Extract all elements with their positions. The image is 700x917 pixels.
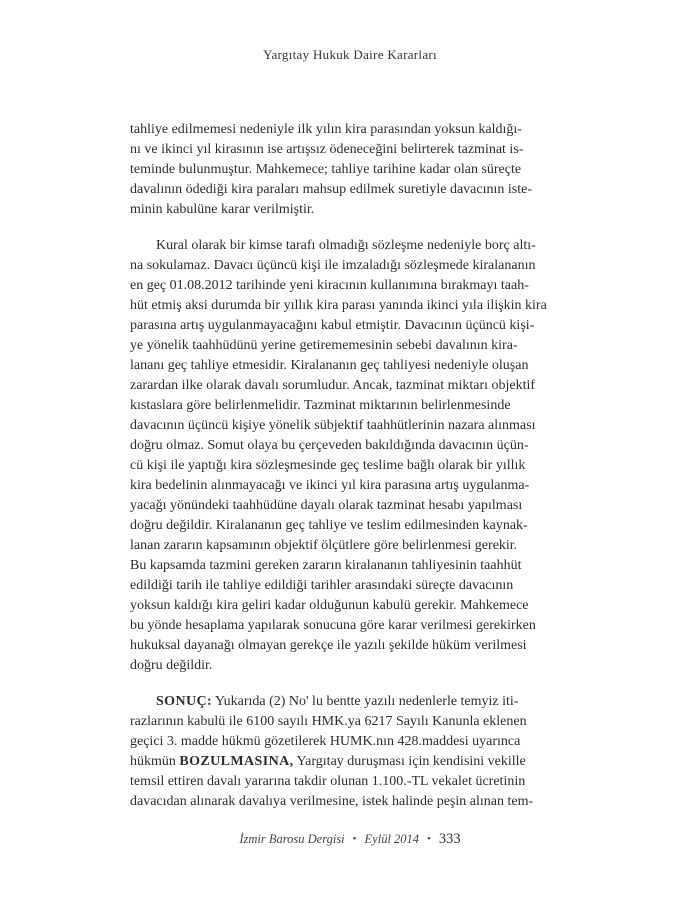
text-line <box>130 656 570 676</box>
text-line <box>130 200 570 220</box>
bold-text-segment: BOZULMASINA, <box>179 754 294 769</box>
footer-journal-title: İzmir Barosu Dergisi <box>239 832 345 846</box>
page-footer <box>0 830 700 848</box>
text-segment: yacağı yönündeki taahhüdüne dayalı olarak tazminat hesabı yapılması <box>130 498 523 513</box>
text-segment: zarardan ilke olarak davalı sorumludur. Ancak, tazminat miktarı objektif <box>130 378 536 393</box>
text-line <box>130 476 570 496</box>
text-line <box>130 356 570 376</box>
footer-page-number: 333 <box>438 831 461 847</box>
footer-separator-dot: • <box>427 833 431 845</box>
text-segment: edildiği tarih ile tahliye edildiği tarihler arasındaki süreçte davacının <box>130 578 514 593</box>
text-segment: temsil ettiren davalı yararına takdir olunan 1.100.-TL vekalet ücretinin <box>130 774 526 789</box>
text-line <box>130 712 570 732</box>
text-line <box>130 120 570 140</box>
text-line <box>130 160 570 180</box>
text-segment: razlarının kabulü ile 6100 sayılı HMK.ya 6217 Sayılı Kanunla eklenen <box>130 714 527 729</box>
text-segment: ye yönelik taahhüdünü yerine getirememesinin sebebi davalının kira- <box>130 338 518 353</box>
text-segment: hükmün <box>130 754 180 769</box>
text-segment: na sokulamaz. Davacı üçüncü kişi ile imzaladığı sözleşmede kiralananın <box>130 258 536 273</box>
text-line <box>130 296 570 316</box>
text-segment: doğru olmaz. Somut olaya bu çerçeveden bakıldığında davacının üçün- <box>130 438 529 453</box>
text-line <box>130 752 570 772</box>
footer-separator-dot: • <box>352 833 357 845</box>
text-segment: cü kişi ile yaptığı kira sözleşmesinde geç teslime bağlı olarak bir yıllık <box>130 458 526 473</box>
text-segment: kıstaslara göre belirlenmelidir. Tazminat miktarının belirlenmesinde <box>130 398 511 413</box>
text-line <box>130 416 570 436</box>
text-line <box>130 456 570 476</box>
text-line <box>130 376 570 396</box>
text-line <box>130 180 570 200</box>
text-segment: bu yönde hesaplama yapılarak sonucuna göre karar verilmesi gerekirken <box>130 618 536 633</box>
text-segment: lananı geç tahliye etmesidir. Kiralananın geç tahliyesi nedeniyle oluşan <box>130 358 529 373</box>
text-line <box>130 556 570 576</box>
text-segment: Kural olarak bir kimse tarafı olmadığı sözleşme nedeniyle borç altı- <box>156 238 536 253</box>
text-segment: hukuksal dayanağı olmayan gerekçe ile yazılı şekilde hüküm verilmesi <box>130 638 527 653</box>
text-line <box>130 276 570 296</box>
text-line <box>130 256 570 276</box>
text-segment: hüt etmiş aksi durumda bir yıllık kira parası yanında ikinci yıla ilişkin kira <box>130 298 547 313</box>
text-line <box>130 692 570 712</box>
text-line <box>130 496 570 516</box>
text-segment: lanan zararın kapsamının objektif ölçütlere göre belirlenmesi gerekir. <box>130 538 518 553</box>
text-line <box>130 636 570 656</box>
footer-issue-date: Eylül 2014 <box>364 832 420 846</box>
paragraph <box>130 692 570 812</box>
text-segment: Bu kapsamda tazmini gereken zararın kiralananın tahliyesinin taahhüt <box>130 558 522 573</box>
text-line <box>130 336 570 356</box>
text-line <box>130 536 570 556</box>
text-segment: tahliye edilmemesi nedeniyle ilk yılın kira parasından yoksun kaldığı- <box>130 122 522 137</box>
text-line <box>130 732 570 752</box>
text-line <box>130 576 570 596</box>
text-segment: kira bedelinin alınmayacağı ve ikinci yıl kira parasına artış uygulanma- <box>130 478 530 493</box>
text-segment: Yargıtay duruşması için kendisini vekille <box>293 754 526 769</box>
text-segment: doğru değildir. <box>130 658 213 673</box>
text-line <box>130 792 570 812</box>
paragraph <box>130 236 570 676</box>
text-line <box>130 436 570 456</box>
text-line <box>130 516 570 536</box>
text-segment: nı ve ikinci yıl kirasının ise artışsız ödeneceğini belirterek tazminat is- <box>130 142 524 157</box>
text-segment: parasına artış uygulanmayacağını kabul etmiştir. Davacının üçüncü kişi- <box>130 318 535 333</box>
text-segment: teminde bulunmuştur. Mahkemece; tahliye tarihine kadar olan süreçte <box>130 162 522 177</box>
text-line <box>130 236 570 256</box>
paragraph <box>130 120 570 220</box>
text-segment: davacıdan alınarak davalıya verilmesine, istek halinde peşin alınan tem- <box>130 794 534 809</box>
running-header: Yargıtay Hukuk Daire Kararları <box>263 47 437 62</box>
text-segment: minin kabulüne karar verilmiştir. <box>130 202 315 217</box>
bold-text-segment: SONUÇ: <box>156 694 213 709</box>
text-line <box>130 616 570 636</box>
text-segment: davalının ödediği kira paraları mahsup edilmek suretiyle davacının iste- <box>130 182 532 197</box>
text-segment: Yukarıda (2) No' lu bentte yazılı nedenlerle temyiz iti- <box>212 694 519 709</box>
text-segment: yoksun kaldığı kira geliri kadar olduğunun kabulü gerekir. Mahkemece <box>130 598 529 613</box>
text-line <box>130 140 570 160</box>
text-line <box>130 596 570 616</box>
text-segment: davacının üçüncü kişiye yönelik sübjektif taahhütlerinin nazara alınması <box>130 418 536 433</box>
text-segment: en geç 01.08.2012 tarihinde yeni kiracının kullanımına bırakmayı taah- <box>130 278 529 293</box>
text-segment: geçici 3. madde hükmü gözetilerek HUMK.nın 428.maddesi uyarınca <box>130 734 521 749</box>
text-line <box>130 316 570 336</box>
document-body <box>130 120 570 812</box>
text-line <box>130 772 570 792</box>
text-segment: doğru değildir. Kiralananın geç tahliye ve teslim edilmesinden kaynak- <box>130 518 528 533</box>
text-line <box>130 396 570 416</box>
